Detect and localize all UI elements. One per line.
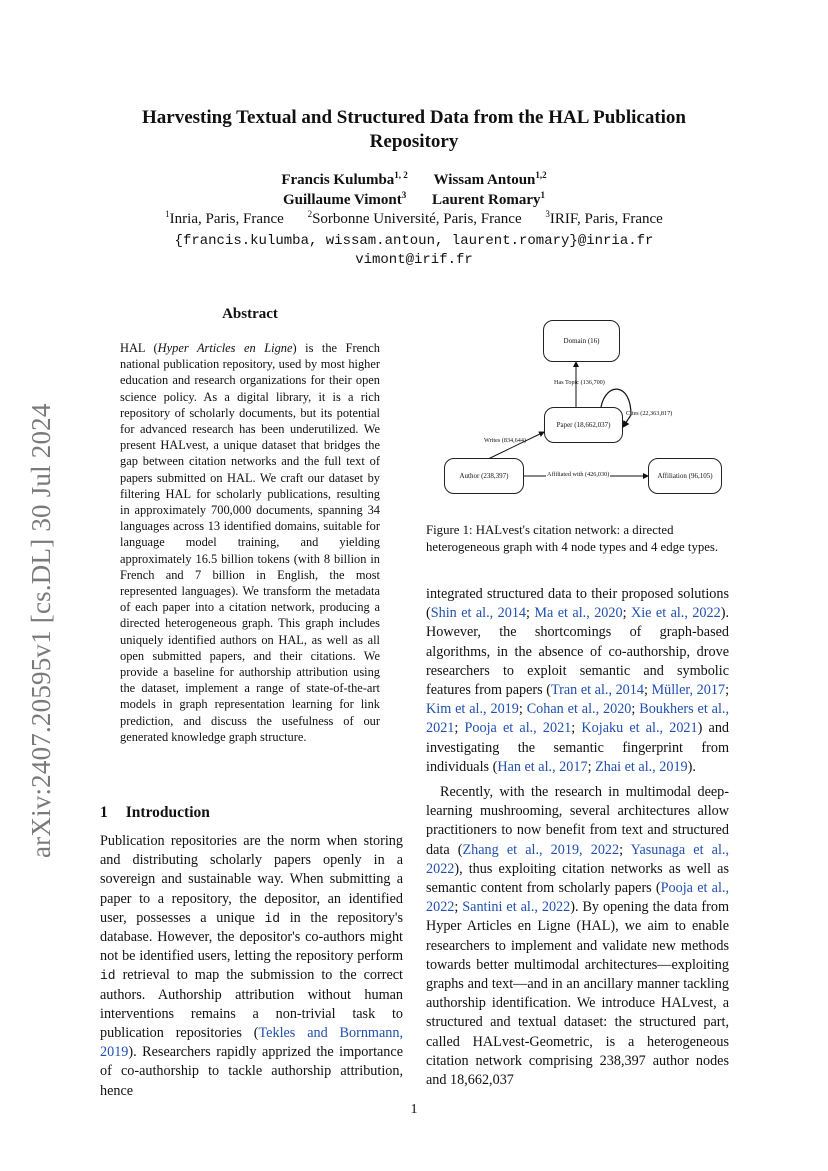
edge-label-has-topic: Has Topic (136,700) <box>554 379 605 386</box>
citation-link[interactable]: Xie et al., 2022 <box>630 605 721 622</box>
figure-caption: Figure 1: HALvest's citation network: a directed heterogeneous graph with 4 node types and 4 edge types. <box>426 523 719 554</box>
arxiv-identifier: arXiv:2407.20595v1 [cs.DL] 30 Jul 2024 <box>26 403 56 858</box>
author-line-2 <box>100 192 728 209</box>
citation-link[interactable]: Yasunaga et al., 2022 <box>426 841 729 877</box>
citation-link[interactable]: Zhai et al., 2019 <box>595 758 688 775</box>
affiliation: $^2$Sorbonne Université, Paris, France <box>307 209 522 227</box>
citation-link[interactable]: Kim et al., 2019 <box>426 701 519 718</box>
citation-link[interactable]: Kojaku et al., 2021 <box>581 720 698 737</box>
citation-link[interactable]: Müller, 2017 <box>651 682 726 699</box>
citation-link[interactable]: Zhang et al., 2019, 2022 <box>462 841 620 858</box>
paper-title: Harvesting Textual and Structured Data from the HAL Publication Repository <box>142 107 686 152</box>
citation-link[interactable]: Ma et al., 2020 <box>534 605 623 622</box>
citation-link[interactable]: Boukhers et al., 2021 <box>426 701 729 737</box>
author-name: Wissam Antoun$^{1,2}$ <box>433 170 547 188</box>
citation-link[interactable]: Pooja et al., 2022 <box>426 880 729 916</box>
affiliation: $^1$Inria, Paris, France <box>165 209 284 227</box>
citation-link[interactable]: Cohan et al., 2020 <box>526 701 632 718</box>
intro-right-column <box>426 585 729 1090</box>
author-name: Laurent Romary$^1$ <box>432 190 545 208</box>
edge-label-affiliated-with: Affiliated with (426,030) <box>547 471 610 478</box>
author-line-1 <box>100 172 728 189</box>
citation-link[interactable]: Santini et al., 2022 <box>462 899 571 916</box>
citation-link[interactable]: Han et al., 2017 <box>497 758 588 775</box>
citation-link[interactable]: Shin et al., 2014 <box>430 605 527 622</box>
intro-paragraph-1: Publication repositories are the norm when storing and distributing scholarly papers openly in a sovereign and sustainable way. When submitting a paper to a repository, the depositor, an identified user, possesses a unique id in the repository's database. However, the depositor's co-authors might not be identified users, letting the repository perform id retrieval to map the submission to the correct authors. Authorship attribution without human interventions remains a non-trivial task to publication repositories (Tekles and Bornmann, 2019). Researchers rapidly apprized the importance of co-authorship to tackle authorship attribution, hence <box>100 833 403 1099</box>
email-line-1: {francis.kulumba, wissam.antoun, laurent.romary}@inria.fr <box>174 233 654 249</box>
figure-citation-network <box>426 310 729 520</box>
abstract-text: HAL (Hyper Articles en Ligne) is the French national publication repository, used by most higher education and research organizations for their open science policy. As a digital library, it is a rich repository of scholarly documents, but its potential for advanced research has been underutilized. We present HALvest, a unique dataset that bridges the gap between citation networks and the full text of papers submitted on HAL. We craft our dataset by filtering HAL for scholarly publications, resulting in approximately 700,000 documents, spanning 34 languages across 13 identified domains, suitable for language model training, and yielding approximately 16.5 billion tokens (with 8 billion in French and 7 billion in English, the most represented languages). We transform the metadata of each paper into a citation network, producing a directed heterogeneous graph. This graph includes uniquely identified authors on HAL, as well as all open submitted papers, and their citations. We provide a baseline for authorship attribution using the dataset, implement a range of state-of-the-art models in graph representation learning for link prediction, and discuss the usefulness of our generated knowledge graph structure. <box>120 341 380 744</box>
abstract-heading: Abstract <box>222 306 278 322</box>
page-number: 1 <box>410 1102 418 1117</box>
author-name: Guillaume Vimont$^3$ <box>283 190 407 208</box>
citation-link[interactable]: Tekles and Bornmann, 2019 <box>100 1025 403 1061</box>
node-paper: Paper (18,662,037) <box>544 407 623 443</box>
author-name: Francis Kulumba$^{1, 2}$ <box>281 170 408 188</box>
edge-label-cites: Cites (22,363,817) <box>626 410 673 417</box>
edge-label-writes: Writes (834,644) <box>484 437 527 444</box>
affiliations <box>100 211 728 228</box>
intro-paragraph-3: Recently, with the research in multimodal deep-learning mushrooming, several architectures allow practitioners to now benefit from text and structured data (Zhang et al., 2019, 2022; Yasunaga et al., 2022), thus exploiting citation networks as well as semantic content from scholarly papers (Pooja et al., 2022; Santini et al., 2022). By opening the data from Hyper Articles en Ligne (HAL), we aim to enable researchers to implement and validate new methods towards better multimodal architectures—exploiting graphs and text—and in an ancillary manner tackling authorship identification. We introduce HALvest, a structured and textual dataset: the structured part, called HALvest-Geometric, is a heterogeneous citation network comprising 238,397 author nodes and 18,662,037 <box>426 784 729 1089</box>
citation-link[interactable]: Pooja et al., 2021 <box>464 720 572 737</box>
intro-paragraph-2: integrated structured data to their proposed solutions (Shin et al., 2014; Ma et al., 2020; Xie et al., 2022). However, the shortcomings of graph-based algorithms, in the absence of co-authorship, drove researchers to exploit semantic and symbolic features from papers (Tran et al., 2014; Müller, 2017; Kim et al., 2019; Cohan et al., 2020; Boukhers et al., 2021; Pooja et al., 2021; Kojaku et al., 2021) and investigating the semantic fingerprint from individuals (Han et al., 2017; Zhai et al., 2019). <box>426 586 730 775</box>
node-affiliation: Affiliation (96,105) <box>648 458 722 494</box>
email-line-2: vimont@irif.fr <box>355 252 473 268</box>
node-domain: Domain (16) <box>543 320 620 362</box>
section-heading-introduction: 1 Introduction <box>100 804 210 821</box>
node-author: Author (238,397) <box>444 458 524 494</box>
citation-link[interactable]: Tran et al., 2014 <box>550 682 644 699</box>
affiliation: $^3$IRIF, Paris, France <box>545 209 663 227</box>
